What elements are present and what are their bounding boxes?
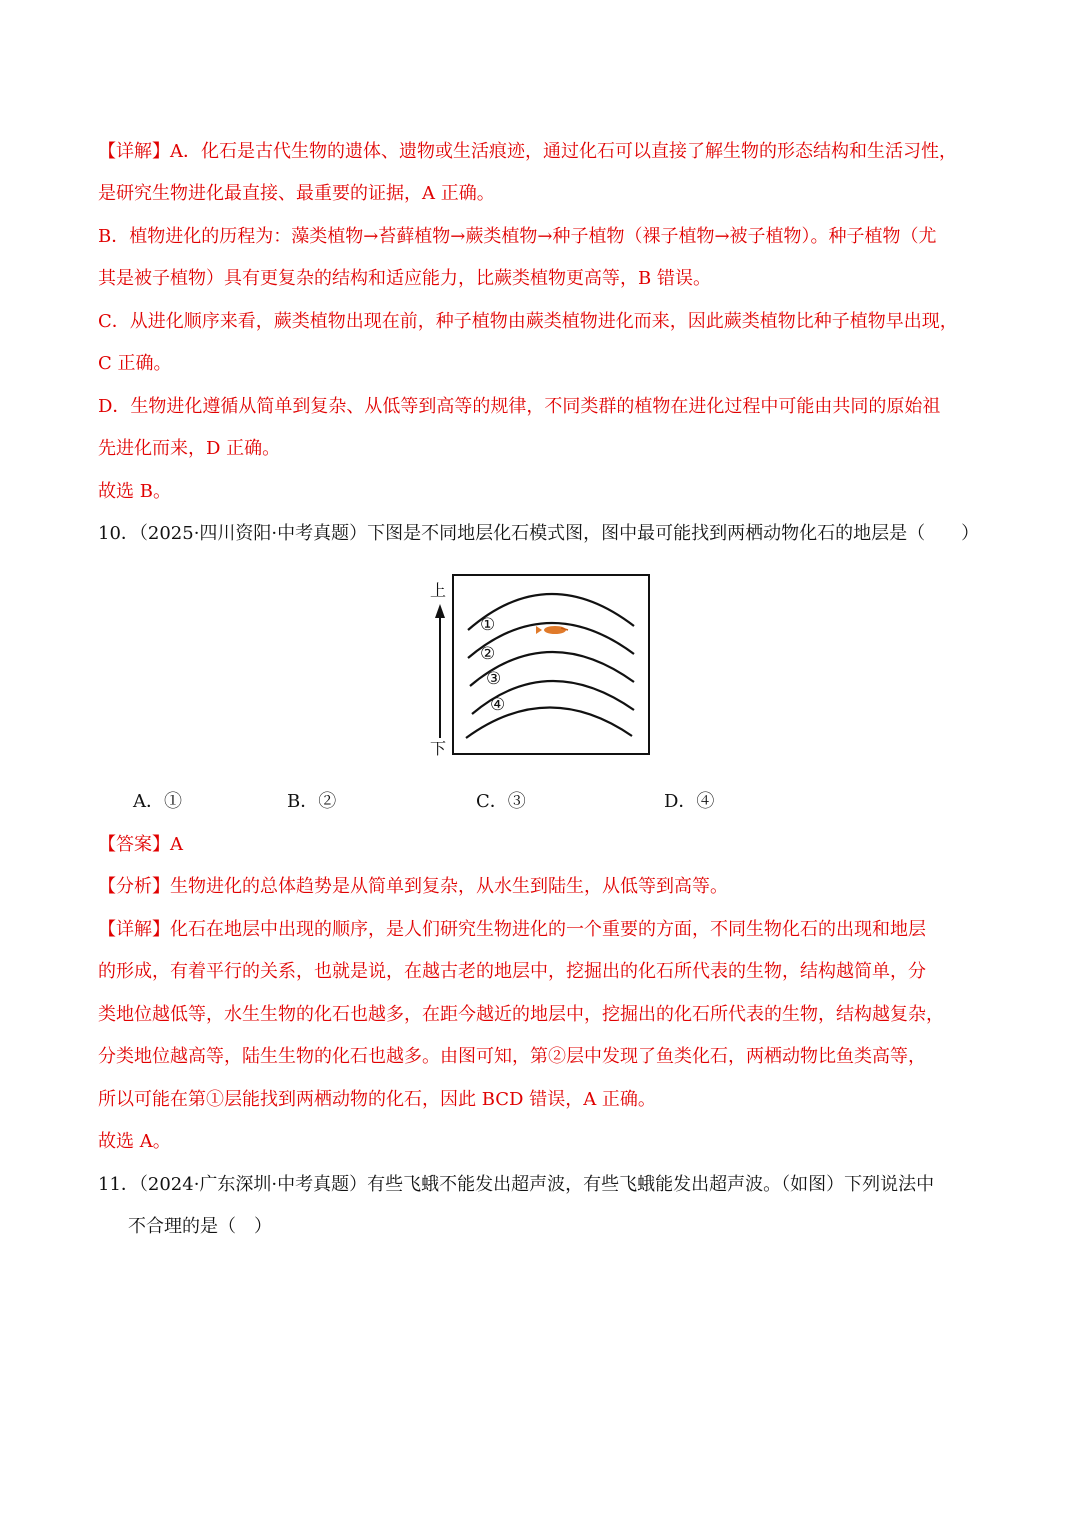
q9-detail-line: B．植物进化的历程为：藻类植物→苔藓植物→蕨类植物→种子植物（裸子植物→被子植物）。种子植物（尤 [98, 226, 937, 247]
label-bottom: 下 [430, 739, 447, 758]
arrow-head [435, 604, 445, 618]
q10-detail-line: 类地位越低等，水生生物的化石也越多，在距今越近的地层中，挖掘出的化石所代表的生物，结构越复杂， [98, 1004, 944, 1025]
q11-stem: 11．（2024·广东深圳·中考真题）有些飞蛾不能发出超声波，有些飞蛾能发出超声波。（如图）下列说法中 [98, 1174, 935, 1195]
q10-detail-line: 的形成，有着平行的关系，也就是说，在越古老的地层中，挖掘出的化石所代表的生物，结构越简单，分 [98, 961, 926, 982]
q10-stem: 10．（2025·四川资阳·中考真题）下图是不同地层化石模式图，图中最可能找到两栖动物化石的地层是（ ） [98, 523, 980, 544]
q9-detail-line: 【详解】A．化石是古代生物的遗体、遗物或生活痕迹，通过化石可以直接了解生物的形态结构和生活习性， [98, 141, 957, 162]
q11-stem-continued: 不合理的是（ ） [128, 1216, 272, 1237]
q9-detail-line: D．生物进化遵循从简单到复杂、从低等到高等的规律，不同类群的植物在进化过程中可能由共同的原始祖 [98, 396, 941, 417]
layer-label-1: ① [480, 615, 496, 635]
q10-option-d: D．④ [664, 791, 715, 812]
q9-detail-line: 是研究生物进化最直接、最重要的证据，A 正确。 [98, 183, 495, 204]
q10-answer: 【答案】A [98, 834, 183, 855]
fish-fossil-icon [536, 626, 568, 634]
q10-detail-line: 所以可能在第①层能找到两栖动物的化石，因此 BCD 错误，A 正确。 [98, 1089, 656, 1110]
label-top: 上 [430, 581, 447, 600]
q10-option-c: C．③ [476, 791, 526, 812]
q9-conclusion: 故选 B。 [98, 481, 171, 502]
q9-detail-line: C 正确。 [98, 353, 172, 374]
layer-label-4: ④ [490, 695, 506, 715]
q9-detail-line: C．从进化顺序来看，蕨类植物出现在前，种子植物由蕨类植物进化而来，因此蕨类植物比种子植物早出现， [98, 311, 958, 332]
q10-conclusion: 故选 A。 [98, 1131, 171, 1152]
q10-detail-line: 分类地位越高等，陆生生物的化石也越多。由图可知，第②层中发现了鱼类化石，两栖动物比鱼类高等， [98, 1046, 926, 1067]
layer-label-2: ② [480, 644, 496, 664]
q9-detail-line: 先进化而来，D 正确。 [98, 438, 281, 459]
q10-option-b: B．② [287, 791, 337, 812]
layer-label-3: ③ [486, 669, 502, 689]
strata-fossil-diagram [428, 568, 658, 760]
q9-detail-line: 其是被子植物）具有更复杂的结构和适应能力，比蕨类植物更高等，B 错误。 [98, 268, 711, 289]
q10-detail-line: 【详解】化石在地层中出现的顺序，是人们研究生物进化的一个重要的方面，不同生物化石的出现和地层 [98, 919, 926, 940]
q10-option-a: A．① [133, 791, 182, 812]
q10-analysis: 【分析】生物进化的总体趋势是从简单到复杂，从水生到陆生，从低等到高等。 [98, 876, 728, 897]
